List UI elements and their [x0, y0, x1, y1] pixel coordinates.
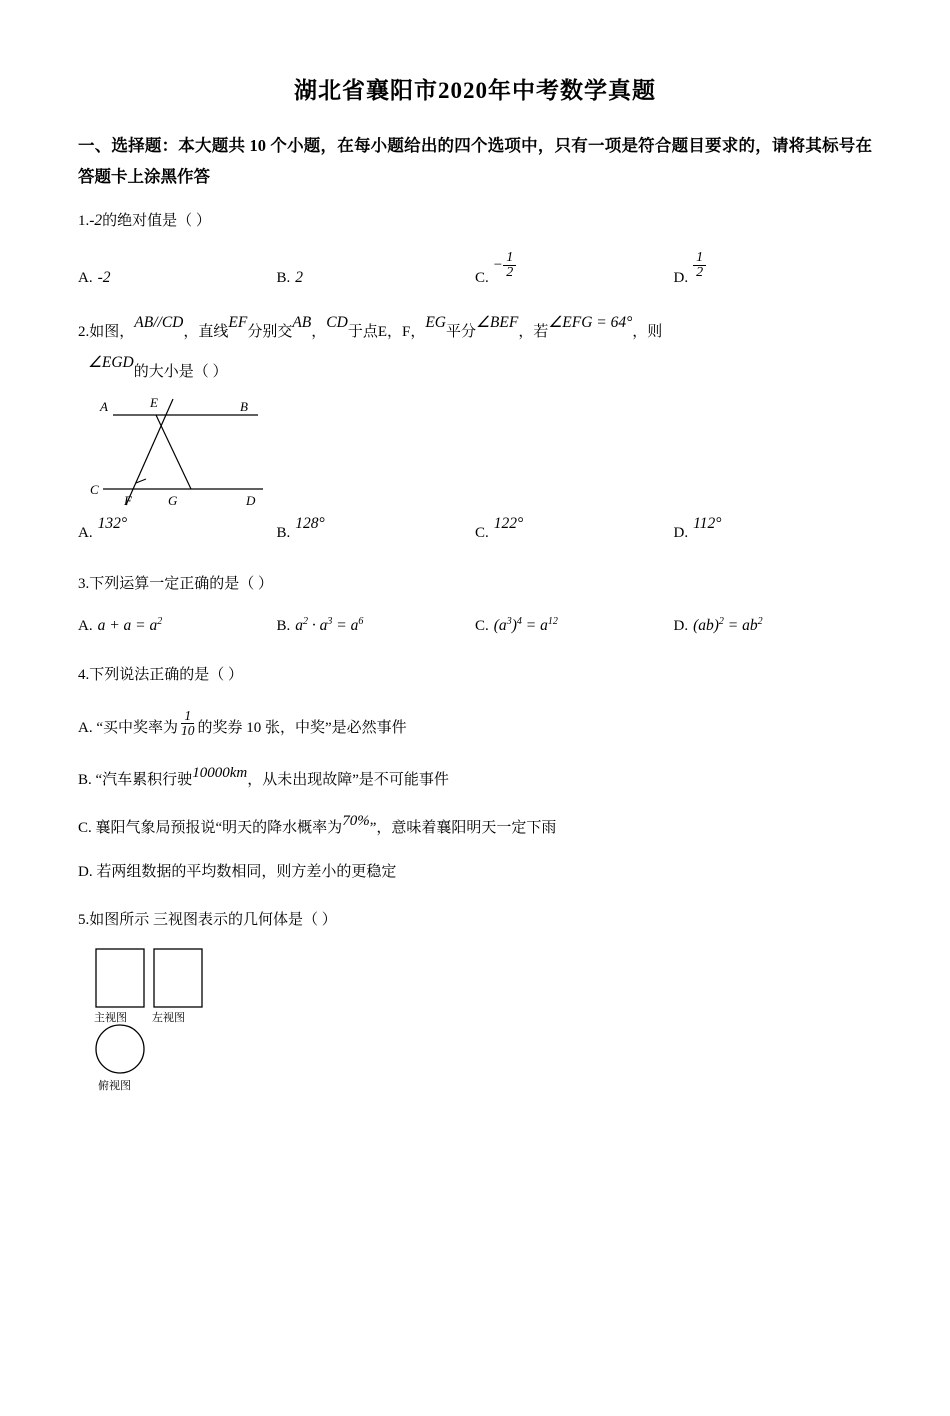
q2-m3: AB — [292, 313, 312, 331]
question-1-stem — [78, 208, 872, 235]
svg-text:主视图: 主视图 — [94, 1012, 127, 1025]
svg-text:C: C — [90, 482, 99, 498]
document-page — [0, 72, 950, 1416]
option-4-A-label: A. — [78, 720, 93, 737]
question-1-number: 1. — [78, 213, 90, 230]
svg-text:D: D — [246, 493, 256, 509]
svg-text:B: B — [240, 399, 248, 415]
option-1-A-value: -2 — [97, 268, 111, 286]
option-4-C-pre: 襄阳气象局预报说“明天的降水概率为 — [95, 819, 343, 836]
option-3-B[interactable] — [277, 616, 476, 635]
q2-p8: ，则 — [632, 323, 663, 340]
option-3-C[interactable] — [475, 616, 674, 635]
option-2-C-value: 122° — [493, 515, 524, 533]
option-4-C[interactable] — [78, 812, 872, 840]
question-1-suffix: 的绝对值是（ ） — [102, 213, 211, 230]
option-4-B-math: 10000km — [192, 764, 248, 781]
option-1-D[interactable] — [673, 249, 873, 287]
question-3-number: 3. — [78, 576, 90, 593]
option-2-A[interactable] — [78, 515, 277, 542]
question-3-text: 下列运算一定正确的是（ ） — [89, 576, 274, 593]
option-2-C-label: C. — [475, 525, 489, 542]
q2-m7: ∠EFG = 64° — [548, 313, 633, 331]
option-4-C-post: ”，意味着襄阳明天一定下雨 — [369, 819, 557, 836]
question-5-text: 如图所示 三视图表示的几何体是（ ） — [89, 911, 337, 928]
q2-p4: ， — [311, 323, 327, 340]
option-4-D-pre: 若两组数据的平均数相同，则方差小的更稳定 — [96, 863, 397, 880]
q2-m5: EG — [425, 313, 447, 331]
option-3-B-label: B. — [276, 617, 291, 634]
option-2-A-label: A. — [78, 525, 93, 542]
q2-p5: 于点E，F， — [347, 323, 426, 340]
option-1-B-value: 2 — [295, 268, 304, 286]
option-1-B-label: B. — [276, 269, 291, 286]
option-3-D-value: $(ab)^2 = ab^2$ — [693, 615, 763, 634]
svg-text:左视图: 左视图 — [152, 1012, 185, 1025]
option-3-A[interactable] — [78, 616, 277, 635]
question-1-options — [78, 249, 872, 287]
option-4-A-post: 的奖券 10 张，中奖”是必然事件 — [197, 720, 407, 737]
page-title: 湖北省襄阳市2020年中考数学真题 — [294, 78, 656, 103]
option-2-A-value: 132° — [97, 515, 128, 533]
option-3-A-value: $a + a = a^2$ — [97, 615, 163, 634]
option-4-B-post: ，从未出现故障”是不可能事件 — [247, 771, 449, 788]
option-1-C[interactable] — [475, 249, 674, 287]
q2-p6: 平分 — [446, 323, 477, 340]
option-1-D-value: $\frac{1}{2}$ — [693, 257, 706, 287]
option-1-B[interactable] — [277, 269, 476, 287]
svg-text:E: E — [150, 395, 158, 411]
option-3-B-value: $a^2 \cdot a^3 = a^6$ — [295, 615, 364, 634]
q2-m4: CD — [326, 313, 348, 331]
option-2-B[interactable] — [276, 515, 476, 542]
question-5-stem — [78, 908, 872, 934]
option-4-D[interactable] — [78, 860, 872, 884]
q2-p2: ，直线 — [183, 323, 229, 340]
option-4-C-math: 70% — [342, 812, 370, 829]
option-3-D-label: D. — [673, 617, 689, 634]
option-4-B-pre: “汽车累积行驶 — [95, 771, 193, 788]
svg-text:F: F — [124, 493, 132, 509]
option-2-D-value: 112° — [693, 515, 722, 533]
option-4-B-label: B. — [78, 771, 92, 788]
q2-m2: EF — [228, 313, 248, 331]
option-4-D-label: D. — [78, 863, 93, 880]
option-3-C-label: C. — [475, 617, 489, 634]
question-4-stem — [78, 663, 872, 689]
option-3-D[interactable] — [674, 616, 873, 635]
option-4-A-pre: “买中奖率为 — [96, 720, 179, 737]
svg-text:G: G — [168, 493, 178, 509]
svg-text:俯视图: 俯视图 — [98, 1080, 131, 1093]
q2-p1: 如图， — [89, 323, 135, 340]
q2-m8: ∠EGD — [88, 354, 134, 372]
parallel-lines-figure — [88, 393, 950, 518]
option-3-C-value: $(a^3)^4 = a^{12}$ — [493, 615, 558, 634]
option-4-A-fraction: $\frac{1}{10}$ — [181, 708, 195, 739]
option-4-C-label: C. — [78, 819, 92, 836]
option-1-A[interactable] — [78, 269, 277, 287]
option-2-C[interactable] — [475, 515, 674, 542]
svg-text:A: A — [100, 399, 108, 415]
q2-p9: 的大小是（ ） — [133, 364, 228, 381]
option-1-D-label: D. — [673, 269, 689, 286]
option-3-A-label: A. — [78, 617, 93, 634]
question-3-options — [78, 616, 872, 635]
option-2-B-value: 128° — [295, 515, 325, 533]
option-4-A[interactable] — [78, 708, 872, 743]
question-1-math: -2 — [89, 212, 103, 230]
option-2-D[interactable] — [673, 515, 873, 542]
section-heading: 一、选择题：本大题共 10 个小题，在每小题给出的四个选项中，只有一项是符合题目要求的，请将其标号在答题卡上涂黑作答 — [78, 136, 872, 186]
q2-p3: 分别交 — [247, 323, 293, 340]
question-3-stem — [78, 572, 872, 598]
question-4-text: 下列说法正确的是（ ） — [89, 666, 244, 683]
three-views-figure — [88, 943, 950, 1108]
question-2-options — [78, 515, 872, 542]
question-2-number: 2. — [78, 323, 90, 340]
option-1-C-label: C. — [475, 269, 489, 286]
question-5-number: 5. — [78, 911, 90, 928]
question-4-number: 4. — [78, 666, 90, 683]
q2-m1: AB//CD — [134, 313, 184, 331]
q2-p7: ，若 — [518, 323, 549, 340]
question-2-stem — [78, 313, 872, 350]
option-4-B[interactable] — [78, 764, 872, 792]
option-1-C-value: − $\frac{1}{2}$ — [494, 257, 516, 287]
option-2-B-label: B. — [276, 525, 291, 542]
option-1-A-label: A. — [78, 269, 93, 286]
question-2-stem-line2 — [88, 354, 872, 381]
option-2-D-label: D. — [673, 525, 689, 542]
q2-m6: ∠BEF — [476, 313, 519, 331]
